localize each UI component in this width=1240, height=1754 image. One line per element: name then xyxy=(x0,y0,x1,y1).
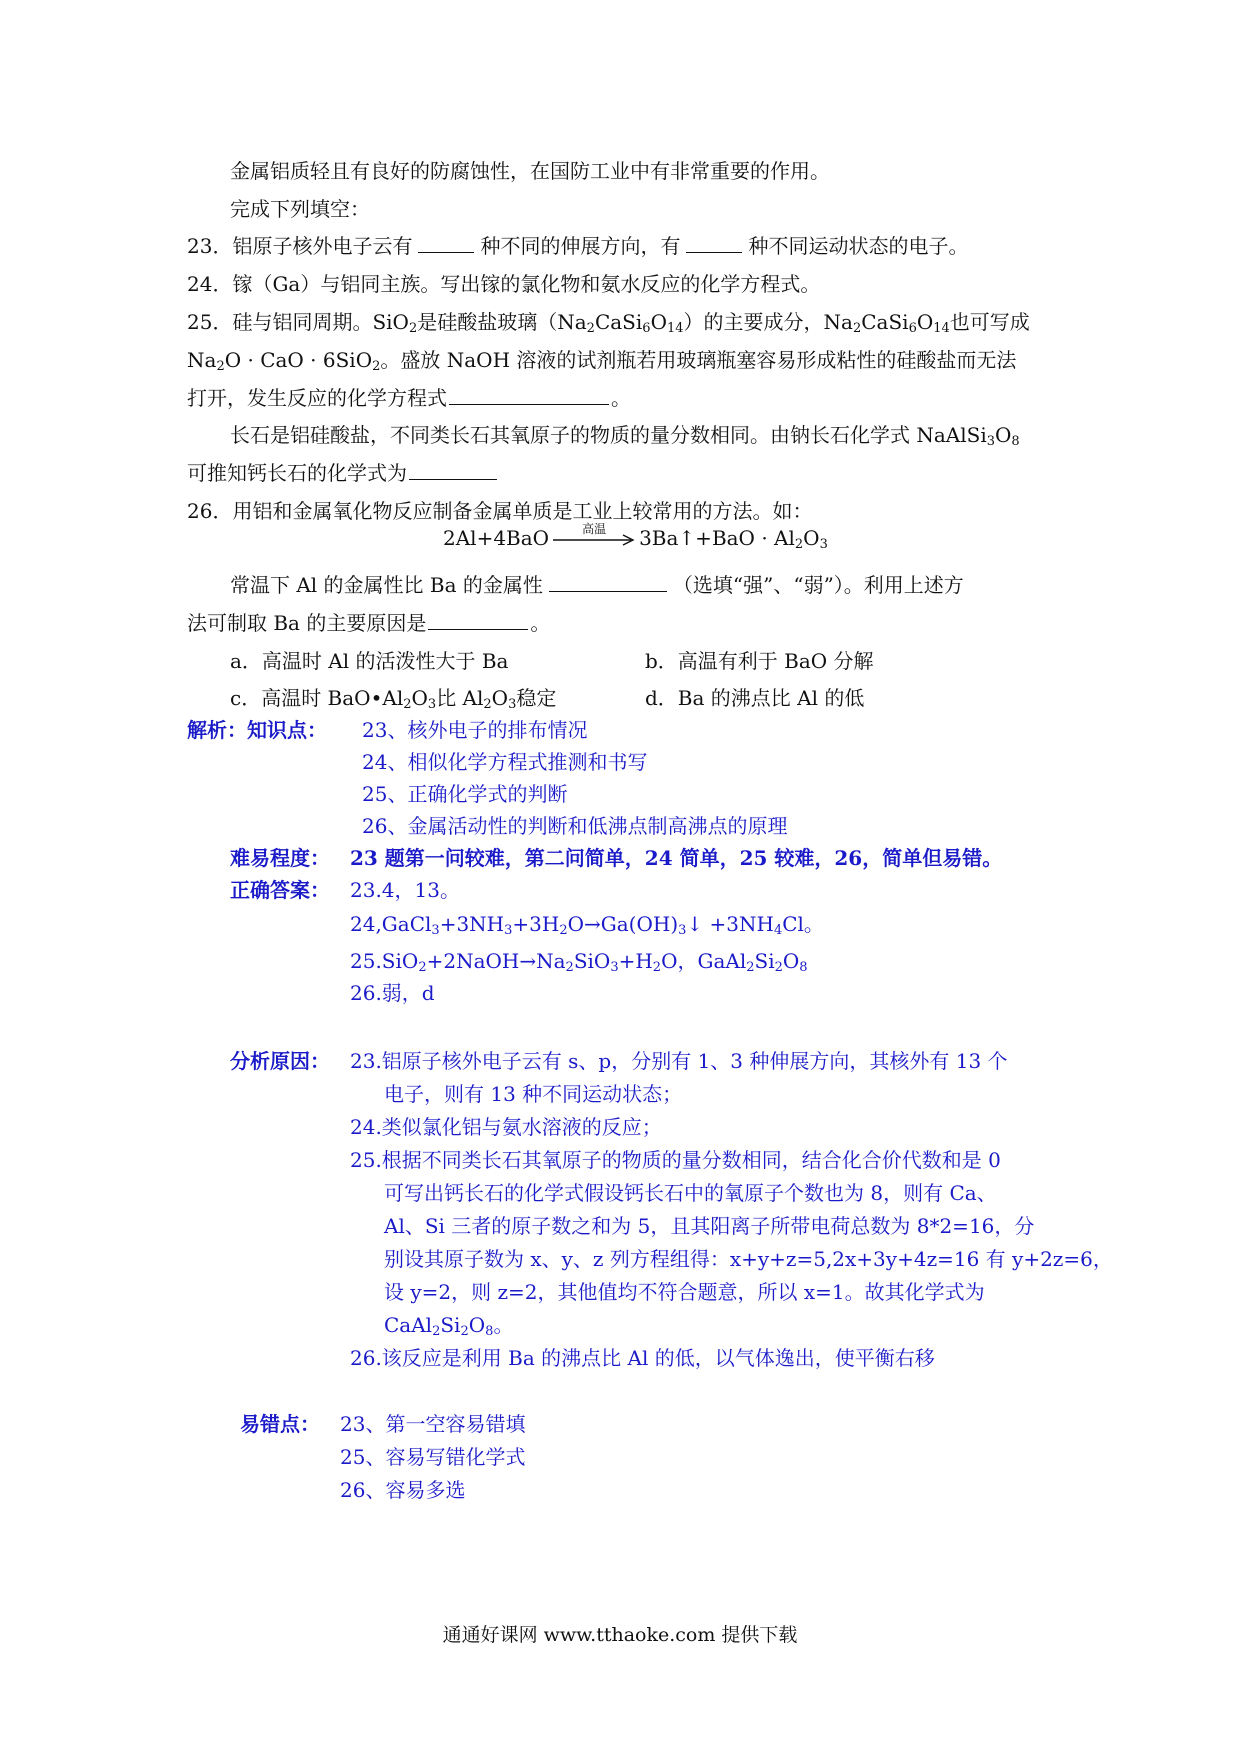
reason-23-line-1: 23.铝原子核外电子云有 s、p，分别有 1、3 种伸展方向，其核外有 13 个 xyxy=(350,1049,1008,1073)
answer-label: 正确答案： xyxy=(230,878,330,902)
reaction-arrow-icon: 高温 xyxy=(551,524,637,552)
reason-25-line-5: 设 y=2，则 z=2，其他值均不符合题意，所以 x=1。故其化学式为 xyxy=(384,1280,985,1304)
knowledge-26: 26、金属活动性的判断和低沸点制高沸点的原理 xyxy=(362,814,788,838)
question-24: 24．镓（Ga）与铝同主族。写出镓的氯化物和氨水反应的化学方程式。 xyxy=(187,272,821,296)
answer-blank xyxy=(686,234,742,253)
question-25-line-3: 打开，发生反应的化学方程式 。 xyxy=(187,386,631,410)
error-25: 25、容易写错化学式 xyxy=(340,1445,526,1469)
knowledge-23: 23、核外电子的排布情况 xyxy=(362,718,588,742)
question-25-line-4: 长石是铝硅酸盐，不同类长石其氧原子的物质的量分数相同。由钠长石化学式 $NaAlSi_3O_8$ xyxy=(230,423,1020,449)
reason-25-line-4: 别设其原子数为 x、y、z 列方程组得：x+y+z=5,2x+3y+4z=16 有 y+2z=6， xyxy=(384,1247,1113,1271)
reason-label: 分析原因： xyxy=(230,1049,330,1073)
page-footer: 通通好课网 www.tthaoke.com 提供下载 xyxy=(442,1624,798,1646)
answer-blank xyxy=(549,573,667,592)
answer-blank xyxy=(449,386,609,405)
reason-24: 24.类似氯化铝与氨水溶液的反应； xyxy=(350,1115,662,1139)
question-25-line-5: 可推知钙长石的化学式为 xyxy=(187,459,499,487)
difficulty-text: 23 题第一问较难，第二问简单，24 简单，25 较难，26，简单但易错。 xyxy=(350,846,1003,870)
answer-26: 26.弱，d xyxy=(350,981,435,1005)
answer-25: $25.SiO_2+2NaOH\to Na_2SiO_3+H_2O$，$GaAl_2Si_2O_8$ xyxy=(350,949,808,975)
option-c: c．高温时 $BaO•Al_2O_3$比 $Al_2O_3$稳定 xyxy=(230,686,557,712)
option-d: d．Ba 的沸点比 Al 的低 xyxy=(645,686,865,710)
reason-23-line-2: 电子，则有 13 种不同运动状态； xyxy=(384,1082,683,1106)
option-b: b．高温有利于 BaO 分解 xyxy=(645,649,874,673)
error-26: 26、容易多选 xyxy=(340,1478,466,1502)
reaction-equation: 2Al+4BaO 高温 3Ba↑+BaO · $Al_2O_3$ xyxy=(443,522,828,552)
reason-25-line-6: $CaAl_2Si_2O_8$。 xyxy=(384,1313,514,1339)
question-26-line-1: 26．用铝和金属氧化物反应制备金属单质是工业上较常用的方法。如： xyxy=(187,499,813,523)
error-23: 23、第一空容易错填 xyxy=(340,1412,526,1436)
question-26-line-2: 常温下 Al 的金属性比 Ba 的金属性 （选填“强”、“弱”）。利用上述方 xyxy=(230,573,964,597)
analysis-label: 解析：知识点： xyxy=(187,718,327,742)
answer-blank xyxy=(428,611,528,630)
question-26-line-3: 法可制取 Ba 的主要原因是 。 xyxy=(187,611,551,635)
knowledge-25: 25、正确化学式的判断 xyxy=(362,782,568,806)
option-a: a．高温时 Al 的活泼性大于 Ba xyxy=(230,649,509,673)
reason-25-line-2: 可写出钙长石的化学式假设钙长石中的氧原子个数也为 8，则有 Ca、 xyxy=(384,1181,997,1205)
knowledge-24: 24、相似化学方程式推测和书写 xyxy=(362,750,648,774)
difficulty-label: 难易程度： xyxy=(230,846,330,870)
answer-24: $24,GaCl_3+3NH_3+3H_2O\to Ga(OH)_3↓ +3NH_4Cl$。 xyxy=(350,912,824,938)
answer-23: 23.4，13。 xyxy=(350,878,460,902)
question-23: 23．铝原子核外电子云有 种不同的伸展方向，有 种不同运动状态的电子。 xyxy=(187,234,969,258)
answer-blank xyxy=(409,461,497,480)
error-label: 易错点： xyxy=(240,1412,320,1436)
question-25-line-2: $Na_2O$ · CaO · 6SiO$_2$。盛放 NaOH 溶液的试剂瓶若用玻璃瓶塞容易形成粘性的硅酸盐而无法 xyxy=(187,348,1017,374)
answer-blank xyxy=(418,234,474,253)
intro-paragraph: 金属铝质轻且有良好的防腐蚀性，在国防工业中有非常重要的作用。 xyxy=(230,159,830,183)
reason-26: 26.该反应是利用 Ba 的沸点比 Al 的低，以气体逸出，使平衡右移 xyxy=(350,1346,935,1370)
reason-25-line-1: 25.根据不同类长石其氧原子的物质的量分数相同，结合化合价代数和是 0 xyxy=(350,1148,1001,1172)
question-25-line-1: 25．硅与铝同周期。SiO$_2$是硅酸盐玻璃$(Na_2CaSi_6O_{14})$的主要成分，$Na_2CaSi_6O_{14}$也可写成 xyxy=(187,310,1030,336)
reason-25-line-3: Al、Si 三者的原子数之和为 5，且其阳离子所带电荷总数为 8*2=16，分 xyxy=(384,1214,1035,1238)
instruction: 完成下列填空： xyxy=(230,197,370,221)
